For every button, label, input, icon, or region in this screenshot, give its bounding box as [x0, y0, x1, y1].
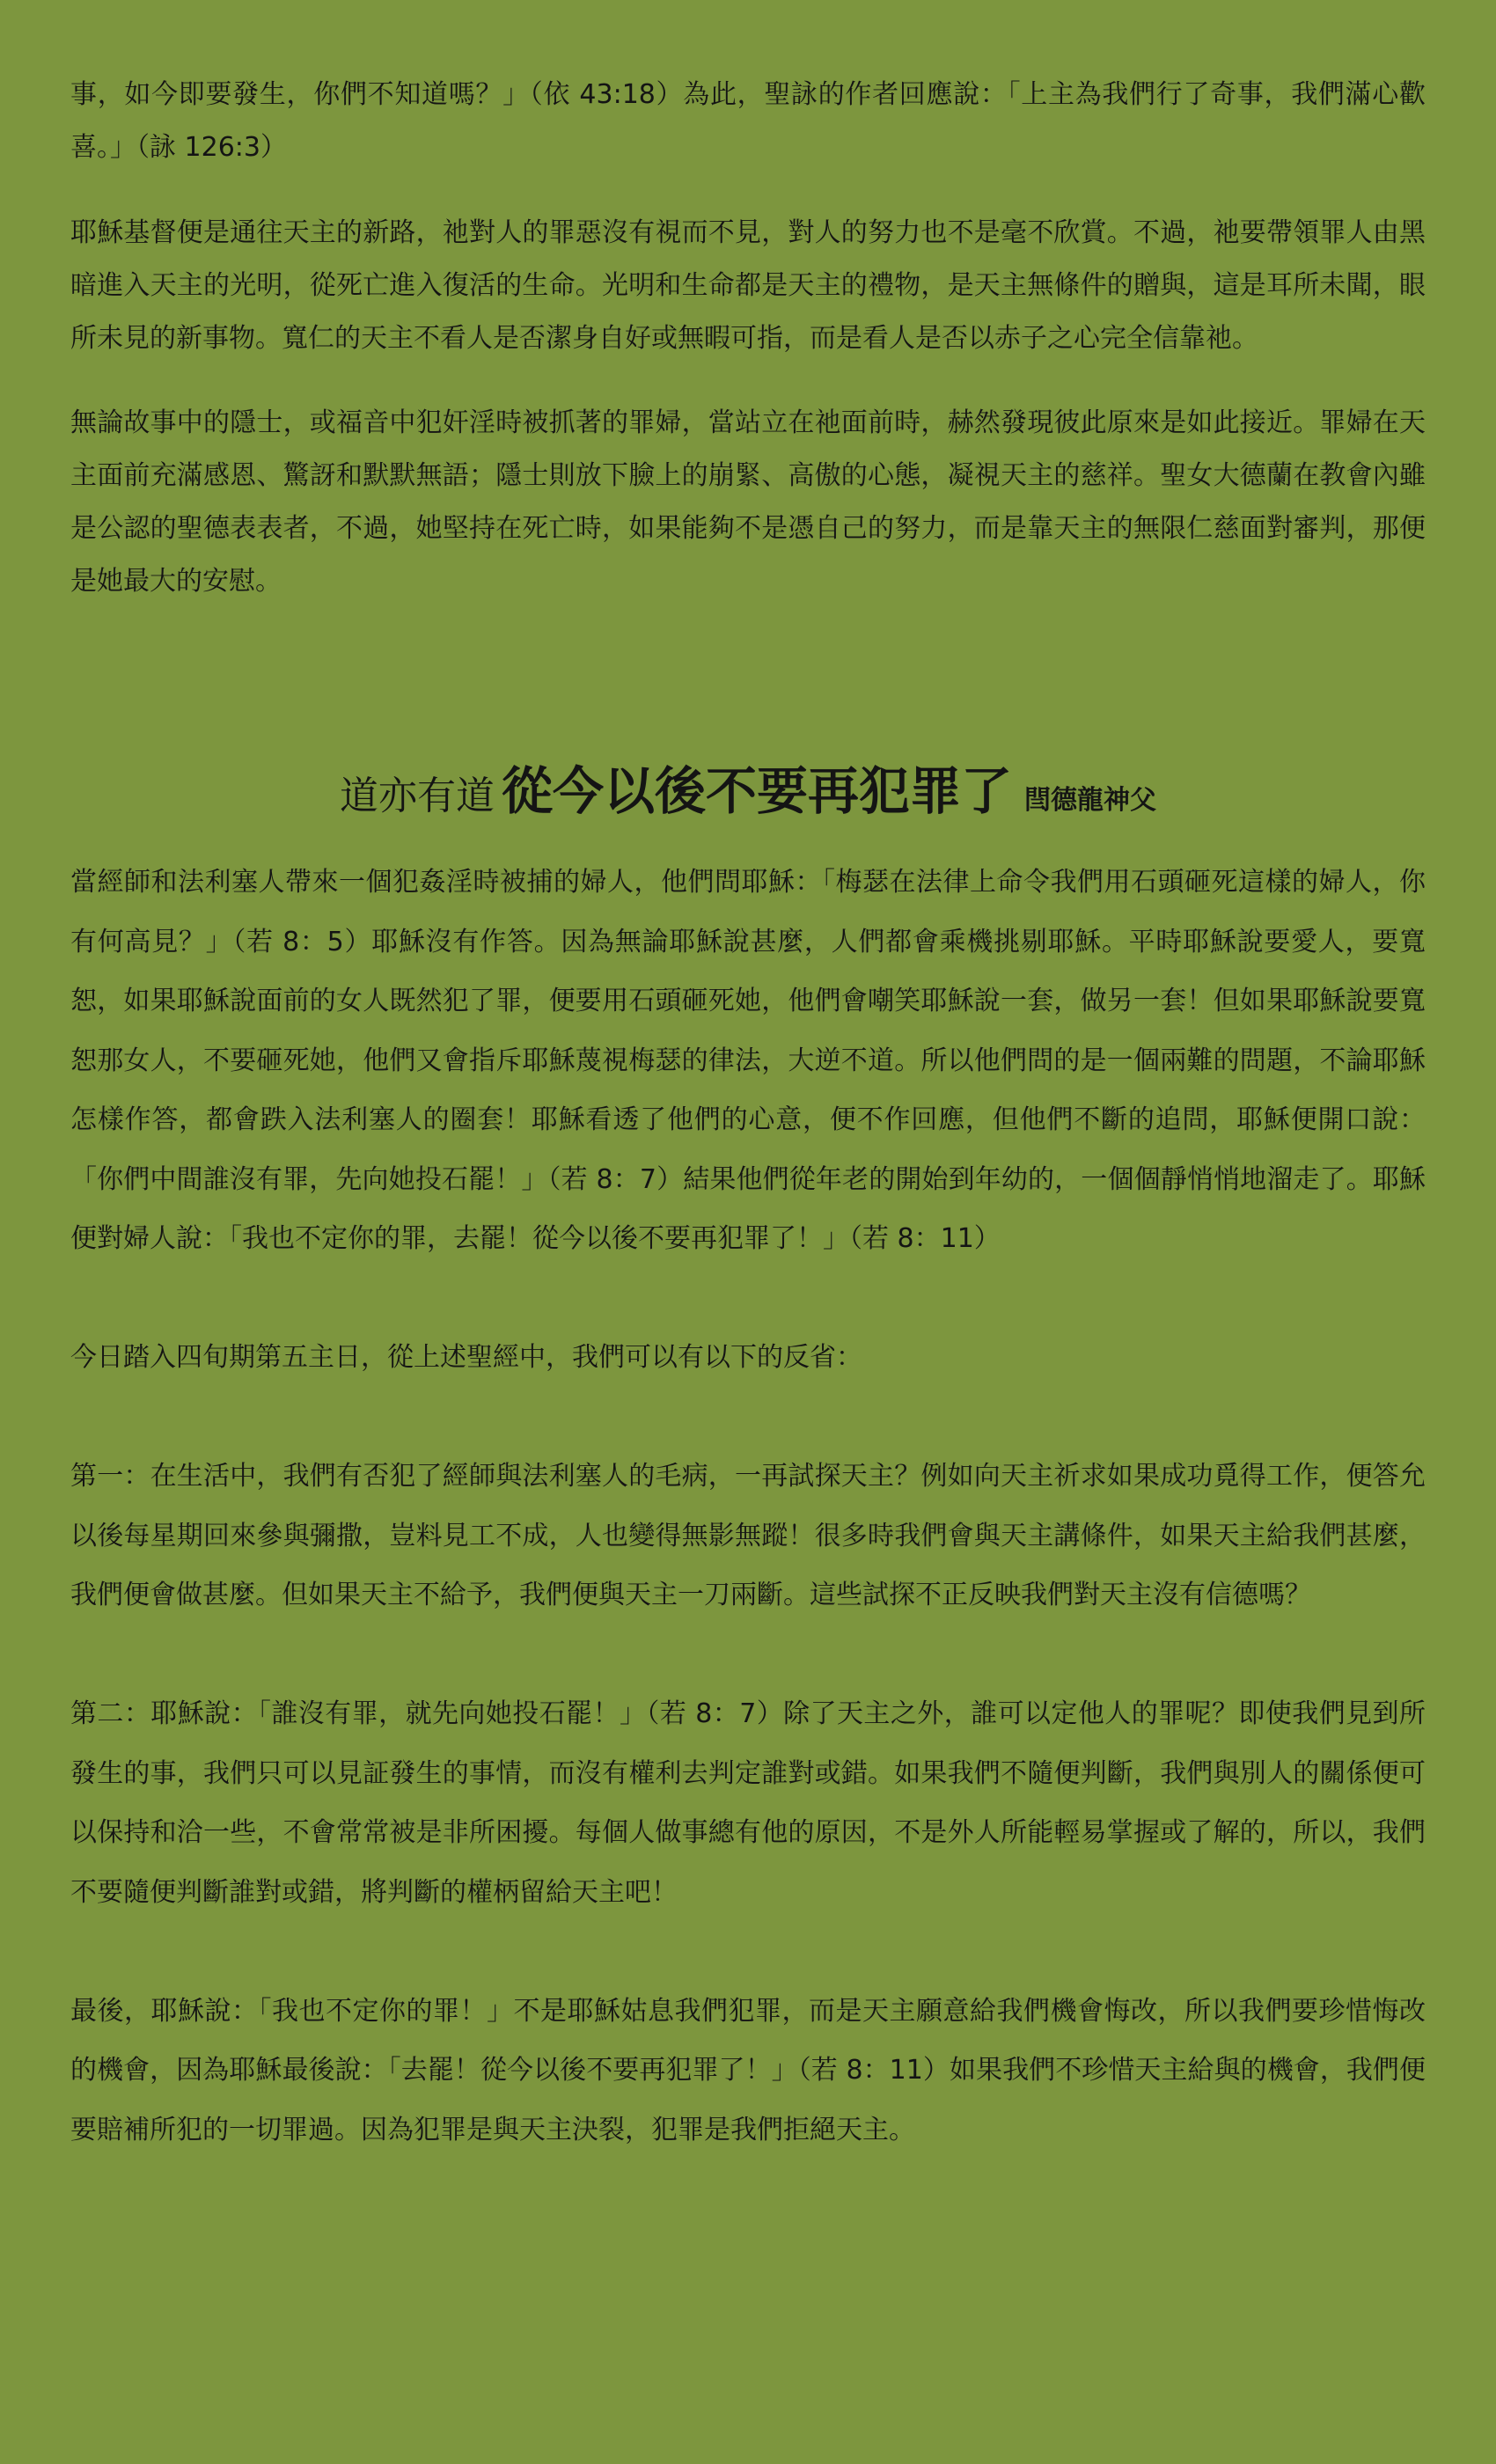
article-author: 閆德龍神父 [1024, 785, 1156, 816]
paragraph-spacer [70, 174, 1426, 207]
article-paragraph-1: 當經師和法利塞人帶來一個犯姦淫時被捕的婦人，他們問耶穌：「梅瑟在法律上命令我們用石頭砸死這樣的婦人，你有何高見？」（若 8：5）耶穌沒有作答。因為無論耶穌說甚麼，人們都會乘機挑剔耶穌。平時耶穌說要愛人，要寬恕，如果耶穌說面前的女人既然犯了罪，便要用石頭砸死她，他們會嘲笑耶穌說一套，做另一套！但如果耶穌說要寬恕那女人，不要砸死她，他們又會指斥耶穌蔑視梅瑟的律法，大逆不道。所以他們問的是一個兩難的問題，不論耶穌怎樣作答，都會跌入法利塞人的圈套！耶穌看透了他們的心意，便不作回應，但他們不斷的追問，耶穌便開口說：「你們中間誰沒有罪，先向她投石罷！」（若 8：7）結果他們從年老的開始到年幼的，一個個靜悄悄地溜走了。耶穌便對婦人說：「我也不定你的罪，去罷！從今以後不要再犯罪了！」（若 8：11） [70, 867, 1426, 1254]
paragraph-spacer [70, 1625, 1426, 1685]
article-paragraph-3: 第一：在生活中，我們有否犯了經師與法利塞人的毛病，一再試探天主？例如向天主祈求如果成功覓得工作，便答允以後每星期回來參與彌撒，豈料見工不成，人也變得無影無蹤！很多時我們會與天主講條件，如果天主給我們甚麼，我們便會做甚麼。但如果天主不給予，我們便與天主一刀兩斷。這些試探不正反映我們對天主沒有信德嗎？ [70, 1461, 1426, 1610]
article-paragraph-4: 第二：耶穌說：「誰沒有罪，就先向她投石罷！」（若 8：7）除了天主之外，誰可以定他人的罪呢？即使我們見到所發生的事，我們只可以見証發生的事情，而沒有權利去判定誰對或錯。如果我們不隨便判斷，我們與別人的關係便可以保持和洽一些，不會常常被是非所困擾。每個人做事總有他的原因，不是外人所能輕易掌握或了解的，所以，我們不要隨便判斷誰對或錯，將判斷的權柄留給天主吧！ [70, 1698, 1426, 1908]
article-paragraph-2: 今日踏入四旬期第五主日，從上述聖經中，我們可以有以下的反省： [70, 1342, 862, 1373]
paragraph-spacer [70, 365, 1426, 397]
paragraph-spacer [70, 1388, 1426, 1448]
paragraph-spacer [70, 1269, 1426, 1329]
paragraph-top-2: 耶穌基督便是通往天主的新路，祂對人的罪惡沒有視而不見，對人的努力也不是毫不欣賞。不過，祂要帶領罪人由黑暗進入天主的光明，從死亡進入復活的生命。光明和生命都是天主的禮物，是天主無條件的贈與，這是耳所未聞，眼所未見的新事物。寬仁的天主不看人是否潔身自好或無暇可指，而是看人是否以赤子之心完全信靠祂。 [70, 217, 1426, 354]
heading-spacer [70, 826, 1426, 853]
article-title: 從今以後不要再犯罪了 [501, 761, 1012, 821]
article-heading [70, 756, 1426, 826]
column-name: 道亦有道 [339, 774, 495, 818]
document-content [70, 69, 1426, 2160]
paragraph-top-1: 事，如今即要發生，你們不知道嗎？」（依 43:18）為此，聖詠的作者回應說：「上主為我們行了奇事，我們滿心歡喜。」（詠 126:3） [70, 79, 1426, 163]
paragraph-top-3: 無論故事中的隱士，或福音中犯奸淫時被抓著的罪婦，當站立在祂面前時，赫然發現彼此原來是如此接近。罪婦在天主面前充滿感恩、驚訝和默默無語；隱士則放下臉上的崩緊、高傲的心態，凝視天主的慈祥。聖女大德蘭在教會內雖是公認的聖德表表者，不過，她堅持在死亡時，如果能夠不是憑自己的努力，而是靠天主的無限仁慈面對審判，那便是她最大的安慰。 [70, 407, 1426, 597]
paragraph-spacer [70, 1922, 1426, 1982]
article-paragraph-5: 最後，耶穌說：「我也不定你的罪！」不是耶穌姑息我們犯罪，而是天主願意給我們機會悔改，所以我們要珍惜悔改的機會，因為耶穌最後說：「去罷！從今以後不要再犯罪了！」（若 8：11）如果我們不珍惜天主給與的機會，我們便要賠補所犯的一切罪過。因為犯罪是與天主決裂，犯罪是我們拒絕天主。 [70, 1995, 1426, 2145]
